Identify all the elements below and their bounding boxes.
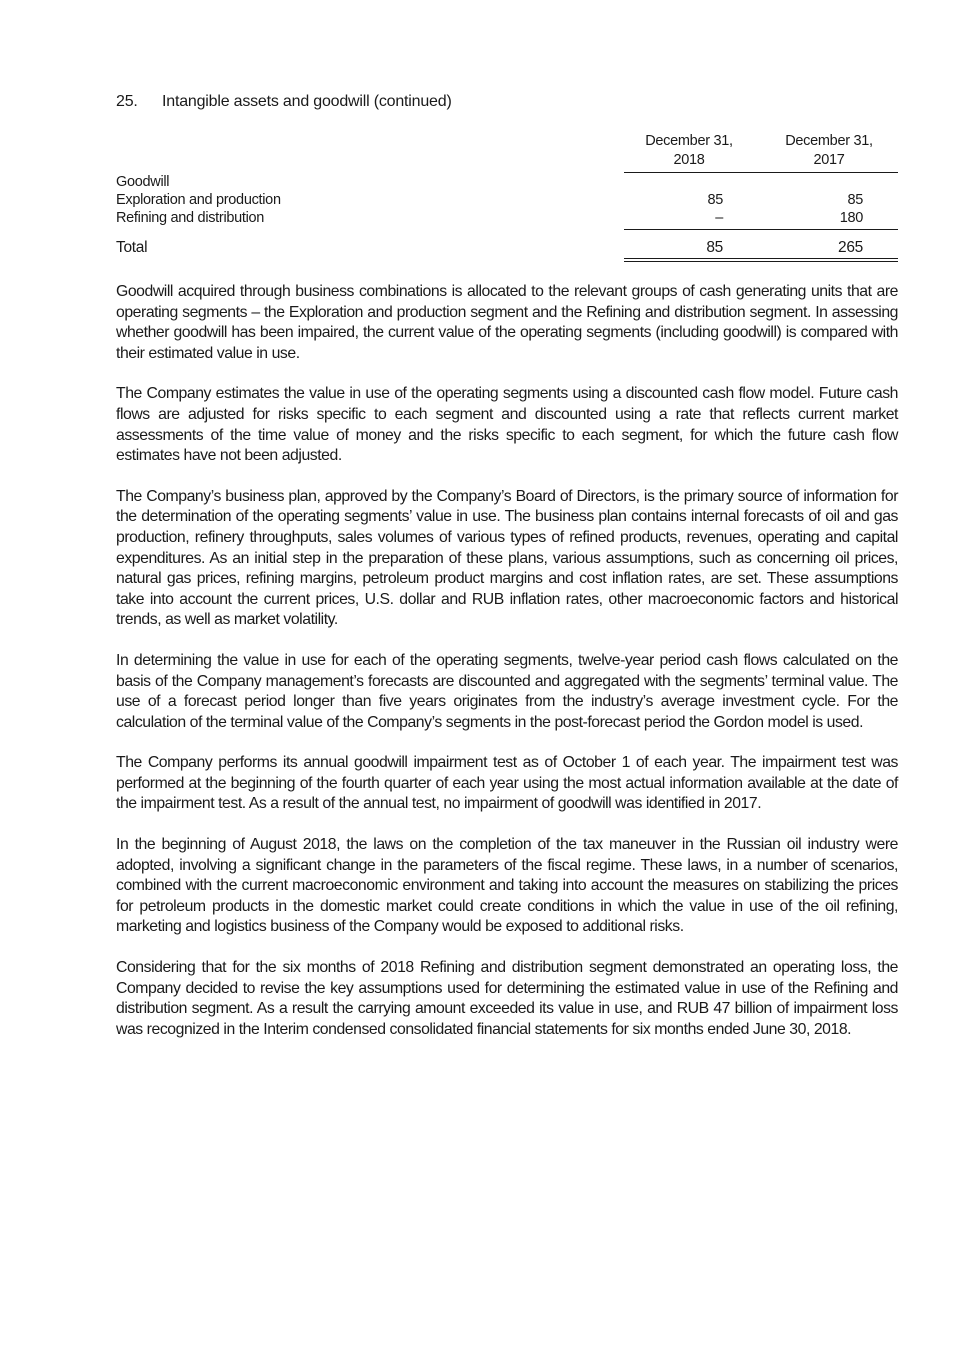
table-total-row <box>116 238 898 257</box>
row-label: Refining and distribution <box>116 210 265 226</box>
section-number: 25. <box>116 93 138 110</box>
row-value-2017: 180 <box>839 210 863 226</box>
paragraph-goodwill-allocation: Goodwill acquired through business combinations is allocated to the relevant groups of cash generating units that are operating segments – the Exploration and production segment and the Refining and distribution segment. In assessing whether goodwill has been impaired, the current value of the operating segments (including goodwill) is compared with their estimated value in use. <box>116 283 898 362</box>
group-label: Goodwill <box>116 174 170 190</box>
total-value-2017: 265 <box>838 239 863 256</box>
total-label: Total <box>116 239 148 256</box>
total-double-rule-bottom <box>624 261 898 262</box>
subtotal-rule <box>624 229 898 230</box>
row-label: Exploration and production <box>116 192 281 208</box>
table-group-row <box>116 173 898 192</box>
column-header-2017-line2: 2017 <box>813 152 845 168</box>
row-value-2018: – <box>715 210 723 226</box>
paragraph-cash-flow-period: In determining the value in use for each of the operating segments, twelve-year period cash flows calculated on the basis of the Company management’s forecasts are discounted and aggregated with the segments’ terminal value. The use of a forecast period longer than five years originates from the industry’s average investment cycle. For the calculation of the terminal value of the Company’s segments in the post-forecast period the Gordon model is used. <box>116 651 898 731</box>
body-text <box>116 282 898 1060</box>
section-title: Intangible assets and goodwill (continued) <box>162 93 452 110</box>
column-header-2017 <box>764 132 894 170</box>
row-value-2017: 85 <box>847 192 863 208</box>
paragraph-business-plan: The Company’s business plan, approved by the Company’s Board of Directors, is the primary source of information for the determination of the operating segments’ value in use. The business plan contains internal forecasts of oil and gas production, refinery throughputs, sales volumes of various types of refined products, revenues, operating and capital expenditures. As an initial step in the preparation of these plans, various assumptions, such as concerning oil prices, natural gas prices, refining margins, petroleum product margins and cost inflation rates, are set. These assumptions take into account the current prices, U.S. dollar and RUB inflation rates, other macroeconomic factors and historical trends, as well as market volatility. <box>116 487 898 629</box>
column-header-2017-line1: December 31, <box>785 133 873 149</box>
table-row <box>116 191 898 210</box>
paragraph-impairment-loss: Considering that for the six months of 2018 Refining and distribution segment demonstrated an operating loss, the Company decided to revise the key assumptions used for determining the estimated value in use of the Refining and distribution segment. As a result the carrying amount exceeded its value in use, and RUB 47 billion of impairment loss was recognized in the Interim condensed consolidated financial statements for six months ended June 30, 2018. <box>116 959 898 1038</box>
total-double-rule-top <box>624 258 898 259</box>
paragraph-value-in-use-model: The Company estimates the value in use of the operating segments using a discounted cash flow model. Future cash flows are adjusted for risks specific to each segment and discounted using a rate that reflects current market assessments of the time value of money and the risks specific to each segment, for which the future cash flow estimates have not been adjusted. <box>116 385 898 465</box>
paragraph-annual-test: The Company performs its annual goodwill impairment test as of October 1 of each year. The impairment test was performed at the beginning of the fourth quarter of each year using the most actual information available at the date of the impairment test. As a result of the annual test, no impairment of goodwill was identified in 2017. <box>116 754 898 813</box>
section-heading <box>116 93 452 111</box>
row-value-2018: 85 <box>707 192 723 208</box>
column-header-2018 <box>624 132 754 170</box>
column-header-2018-line1: December 31, <box>645 133 733 149</box>
total-value-2018: 85 <box>706 239 723 256</box>
table-row <box>116 209 898 228</box>
column-header-2018-line2: 2018 <box>673 152 705 168</box>
paragraph-tax-maneuver: In the beginning of August 2018, the laws on the completion of the tax maneuver in the Russian oil industry were adopted, involving a significant change in the parameters of the fiscal regime. These laws, in a number of scenarios, combined with the current macroeconomic environment and taking into account the measures on stabilizing the prices for petroleum products in the domestic market could create conditions in which the value in use of the oil refining, marketing and logistics business of the Company would be exposed to additional risks. <box>116 836 898 936</box>
